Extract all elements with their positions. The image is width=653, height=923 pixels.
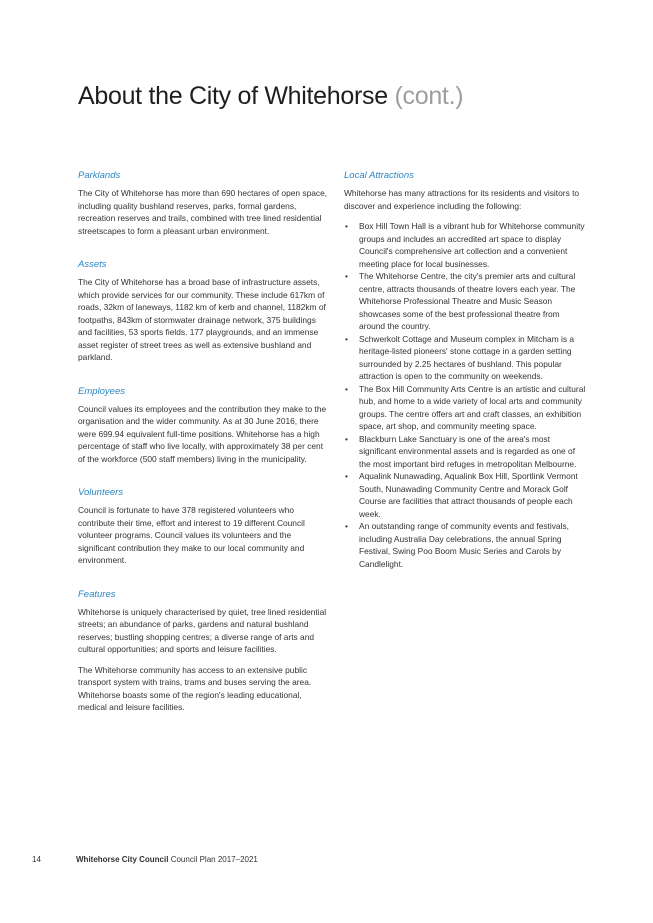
section-paragraph: Council is fortunate to have 378 registered volunteers who contribute their time, effort and interest to 19 different Council volunteer programs. Council values its volunteers and the significant contribution they make to our local community and environment. [78, 505, 305, 565]
section-heading: Local Attractions [344, 170, 414, 181]
section-paragraph: The City of Whitehorse has more than 690 hectares of open space, including quality bushland reserves, parks, formal gardens, recreation reserves and trails, combined with tree lined residential streetscapes to form a pleasant urban environment. [78, 188, 328, 236]
attractions-list [344, 220, 588, 570]
section-paragraph: The Whitehorse community has access to an extensive public transport system with trains, trams and buses serving the area. Whitehorse boasts some of the region's leading educational, medical and leisure facilities. [78, 664, 312, 712]
section-volunteers [78, 487, 328, 567]
right-column [344, 170, 588, 592]
section-features [78, 589, 328, 714]
page-title-main: About the City of Whitehorse [78, 82, 388, 110]
page-number: 14 [32, 855, 41, 864]
section-heading: Employees [78, 385, 125, 397]
page-footer [32, 855, 258, 864]
footer-document-title: Council Plan 2017–2021 [170, 855, 258, 864]
list-item: • Aqualink Nunawading, Aqualink Box Hill, Sportlink Vermont South, Nunawading Community Centre and Morack Golf Course are facilities that attract thousands of people each week. [344, 470, 588, 520]
section-local-attractions [344, 170, 588, 570]
section-employees [78, 386, 328, 466]
section-paragraph: The City of Whitehorse has a broad base of infrastructure assets, which provide services for our community. These include 617km of roads, 32km of laneways, 1182 km of kerb and channel, 1182km of footpaths, 843km of stormwater drainage network, 375 buildings and facilities, 53 sports fields. 177 playgrounds, and an immense asset register of street trees as well as extensive bushland and parkland. [78, 277, 326, 362]
section-parklands [78, 170, 328, 237]
section-paragraph: Council values its employees and the contribution they make to the organisation and the wider community. As at 30 June 2016, there were 699.94 equivalent full-time positions. Whitehorse has a high percentage of staff who live locally, with approximately 38 per cent of the workforce (500 staff members) living in the municipality. [78, 403, 327, 464]
page-title-suffix: (cont.) [394, 82, 464, 110]
left-column [78, 170, 328, 736]
section-heading: Volunteers [78, 487, 124, 498]
page-title [78, 82, 463, 111]
section-heading: Features [78, 588, 116, 600]
list-item: • The Whitehorse Centre, the city's premier arts and cultural centre, attracts thousands of theatre lovers each year. The Whitehorse Professional Theatre and Music Season showcases some of the best professional theatre from around the country. [344, 270, 588, 333]
list-item: • Schwerkolt Cottage and Museum complex in Mitcham is a heritage-listed pioneers' stone cottage in a garden setting surrounded by 2.25 hectares of bushland. This popular attraction is open to the community on weekends. [344, 333, 588, 383]
list-item: • The Box Hill Community Arts Centre is an artistic and cultural hub, and home to a wide variety of local arts and community groups. The centre offers art and craft classes, an exhibition space, art shop, and community meeting space. [344, 383, 588, 433]
footer-organization: Whitehorse City Council [76, 855, 169, 864]
section-intro: Whitehorse has many attractions for its residents and visitors to discover and experience including the following: [344, 188, 580, 211]
list-item: • An outstanding range of community events and festivals, including Australia Day celebrations, the annual Spring Festival, Swing Poo Boom Music Series and Carols by Candlelight. [344, 520, 588, 570]
section-heading: Parklands [78, 170, 121, 181]
section-paragraph: Whitehorse is uniquely characterised by quiet, tree lined residential streets; an abundance of parks, gardens and natural bushland reserves; bustling shopping centres; a diverse range of arts and cultural opportunities; and sports and leisure facilities. [78, 606, 327, 654]
section-assets [78, 259, 328, 364]
list-item: • Box Hill Town Hall is a vibrant hub for Whitehorse community groups and includes an accredited art space to display Council's comprehensive art collection and a convenient meeting place for local businesses. [344, 220, 588, 270]
section-heading: Assets [78, 259, 107, 270]
list-item: • Blackburn Lake Sanctuary is one of the area's most significant environmental assets and is regarded as one of the most important bird refuges in metropolitan Melbourne. [344, 433, 588, 471]
